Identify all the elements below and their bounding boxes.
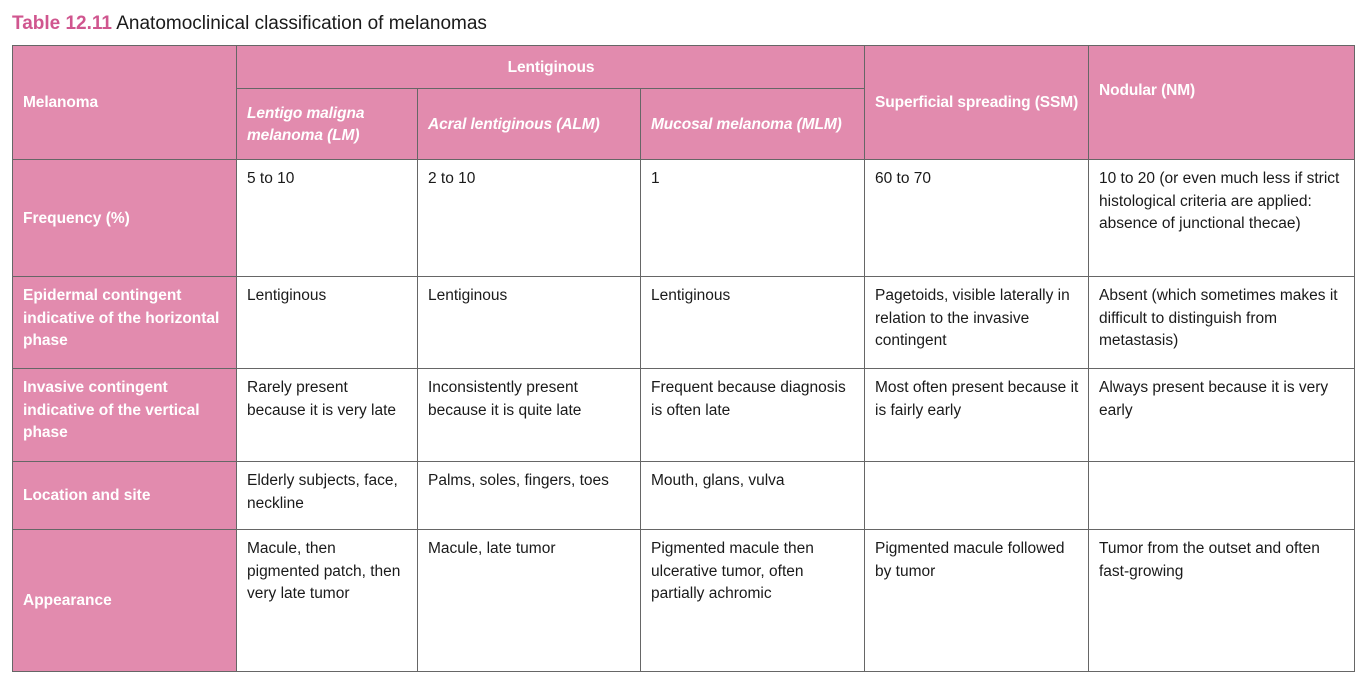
table-title: Anatomoclinical classification of melanomas	[116, 13, 487, 34]
row-label-invasive: Invasive contingent indicative of the vertical phase	[13, 369, 237, 462]
classification-table	[12, 45, 1355, 672]
cell-epidermal-mlm: Lentiginous	[641, 277, 865, 369]
table-number: Table 12.11	[12, 13, 112, 34]
table-row-location	[13, 462, 1355, 530]
cell-frequency-ssm: 60 to 70	[865, 160, 1089, 277]
cell-epidermal-alm: Lentiginous	[418, 277, 641, 369]
cell-epidermal-nm: Absent (which sometimes makes it difficult to distinguish from metastasis)	[1089, 277, 1355, 369]
cell-appearance-ssm: Pigmented macule followed by tumor	[865, 530, 1089, 672]
cell-location-lm: Elderly subjects, face, neckline	[237, 462, 418, 530]
table-row-frequency	[13, 160, 1355, 277]
cell-appearance-nm: Tumor from the outset and often fast-growing	[1089, 530, 1355, 672]
cell-frequency-nm: 10 to 20 (or even much less if strict histological criteria are applied: absence of junctional thecae)	[1089, 160, 1355, 277]
cell-invasive-alm: Inconsistently present because it is quite late	[418, 369, 641, 462]
header-mlm: Mucosal melanoma (MLM)	[641, 89, 865, 160]
header-ssm: Superficial spreading (SSM)	[865, 46, 1089, 160]
row-label-epidermal: Epidermal contingent indicative of the horizontal phase	[13, 277, 237, 369]
header-nm: Nodular (NM)	[1089, 46, 1355, 160]
header-lentiginous: Lentiginous	[237, 46, 865, 89]
header-row-top	[13, 46, 1355, 89]
row-label-location: Location and site	[13, 462, 237, 530]
table-caption	[12, 12, 487, 36]
cell-appearance-mlm: Pigmented macule then ulcerative tumor, often partially achromic	[641, 530, 865, 672]
cell-invasive-nm: Always present because it is very early	[1089, 369, 1355, 462]
cell-epidermal-lm: Lentiginous	[237, 277, 418, 369]
header-melanoma: Melanoma	[13, 46, 237, 160]
table-row-epidermal	[13, 277, 1355, 369]
cell-frequency-mlm: 1	[641, 160, 865, 277]
table-row-appearance	[13, 530, 1355, 672]
cell-location-mlm: Mouth, glans, vulva	[641, 462, 865, 530]
cell-invasive-mlm: Frequent because diagnosis is often late	[641, 369, 865, 462]
cell-invasive-lm: Rarely present because it is very late	[237, 369, 418, 462]
row-label-frequency: Frequency (%)	[13, 160, 237, 277]
row-label-appearance: Appearance	[13, 530, 237, 672]
cell-location-nm	[1089, 462, 1355, 530]
cell-appearance-lm: Macule, then pigmented patch, then very late tumor	[237, 530, 418, 672]
header-lm: Lentigo maligna melanoma (LM)	[237, 89, 418, 160]
cell-frequency-alm: 2 to 10	[418, 160, 641, 277]
table-row-invasive	[13, 369, 1355, 462]
cell-frequency-lm: 5 to 10	[237, 160, 418, 277]
cell-location-alm: Palms, soles, fingers, toes	[418, 462, 641, 530]
cell-invasive-ssm: Most often present because it is fairly early	[865, 369, 1089, 462]
cell-appearance-alm: Macule, late tumor	[418, 530, 641, 672]
cell-epidermal-ssm: Pagetoids, visible laterally in relation to the invasive contingent	[865, 277, 1089, 369]
cell-location-ssm	[865, 462, 1089, 530]
header-alm: Acral lentiginous (ALM)	[418, 89, 641, 160]
